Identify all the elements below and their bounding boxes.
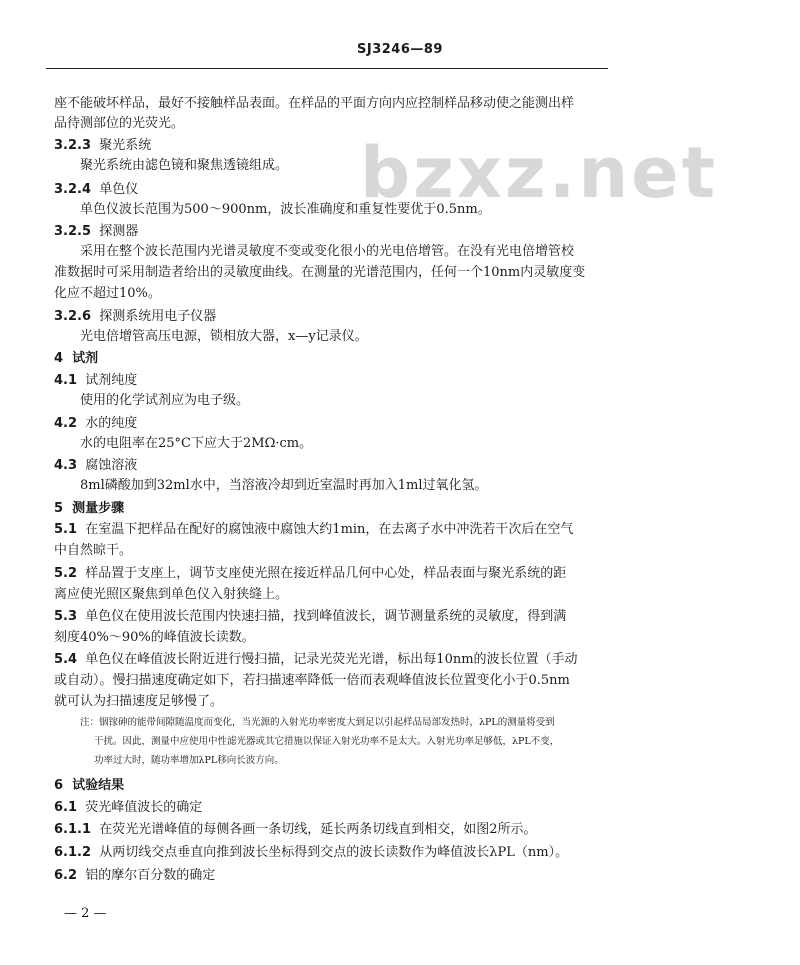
section-4-3 <box>54 458 137 474</box>
text-line: 或自动）。慢扫描速度确定如下，若扫描速率降低一倍而表观峰值波长位置变化小于0.5nm <box>54 673 570 688</box>
text-line: 准数据时可采用制造者给出的灵敏度曲线。在测量的光谱范围内，任何一个10nm内灵敏度变 <box>54 265 586 280</box>
note-line: 功率过大时，随功率增加λPL移向长波方向。 <box>94 755 284 766</box>
section-title: 聚光系统 <box>99 138 152 153</box>
section-3-2-3 <box>54 138 151 154</box>
section-title: 试剂 <box>72 351 99 366</box>
section-number: 6 <box>54 778 64 793</box>
section-6 <box>54 778 124 794</box>
section-6-2 <box>54 868 215 884</box>
paragraph-6-1-2 <box>54 845 568 861</box>
text-line: 化应不超过10%。 <box>54 286 161 301</box>
page-number: — 2 — <box>64 906 107 921</box>
section-title: 试验结果 <box>72 778 125 793</box>
section-number: 3.2.5 <box>54 224 92 239</box>
text-line: 单色仪在峰值波长附近进行慢扫描，记录光荧光光谱，标出每10nm的波长位置（手动 <box>85 652 578 667</box>
section-number: 4.2 <box>54 416 78 431</box>
section-number: 4.3 <box>54 458 78 473</box>
section-number: 5.1 <box>54 522 78 537</box>
section-number: 4 <box>54 351 64 366</box>
text-line: 在室温下把样品在配好的腐蚀液中腐蚀大约1min，在去离子水中冲洗若干次后在空气 <box>85 522 574 537</box>
section-3-2-4 <box>54 182 138 198</box>
section-6-1 <box>54 800 202 816</box>
text-line: 光电倍增管高压电源，锁相放大器，x—y记录仪。 <box>80 329 368 344</box>
text-line: 中自然晾干。 <box>54 543 133 558</box>
section-title: 水的纯度 <box>85 416 138 431</box>
note-line: 干扰。因此，测量中应使用中性滤光器或其它措施以保证入射光功率不是太大。入射光功率足够低，λPL不变， <box>94 736 560 747</box>
text-line: 采用在整个波长范围内光谱灵敏度不变或变化很小的光电倍增管。在没有光电倍增管校 <box>80 244 575 259</box>
section-number: 6.1 <box>54 800 78 815</box>
paragraph-5-2 <box>54 566 566 582</box>
section-3-2-5 <box>54 224 138 240</box>
section-title: 铝的摩尔百分数的确定 <box>85 868 216 883</box>
text-line: 从两切线交点垂直向推到波长坐标得到交点的波长读数作为峰值波长λPL（nm）。 <box>99 845 569 860</box>
section-title: 单色仪 <box>99 182 139 197</box>
text-line: 就可认为扫描速度足够慢了。 <box>54 694 224 709</box>
paragraph-5-4 <box>54 652 578 668</box>
text-line: 水的电阻率在25°C下应大于2MΩ·cm。 <box>80 436 313 451</box>
text-line: 刻度40%～90%的峰值波长读数。 <box>54 630 255 645</box>
text-line: 离应使光照区聚焦到单色仪入射狭缝上。 <box>54 587 289 602</box>
section-number: 6.1.2 <box>54 845 92 860</box>
section-number: 3.2.6 <box>54 309 92 324</box>
section-title: 测量步骤 <box>72 501 125 516</box>
text-line: 聚光系统由滤色镜和聚焦透镜组成。 <box>80 158 289 173</box>
section-number: 3.2.4 <box>54 182 92 197</box>
paragraph-5-3 <box>54 609 566 625</box>
standard-code-header: SJ3246—89 <box>357 42 443 57</box>
text-line: 单色仪波长范围为500～900nm，波长准确度和重复性要优于0.5nm。 <box>80 202 491 217</box>
text-line: 品待测部位的光荧光。 <box>54 116 185 131</box>
section-number: 5.3 <box>54 609 78 624</box>
section-number: 4.1 <box>54 373 78 388</box>
paragraph-6-1-1 <box>54 822 537 838</box>
section-number: 5.2 <box>54 566 78 581</box>
section-title: 探测系统用电子仪器 <box>99 309 217 324</box>
text-line: 单色仪在使用波长范围内快速扫描，找到峰值波长，调节测量系统的灵敏度，得到满 <box>85 609 567 624</box>
header-rule <box>46 68 608 69</box>
text-line: 8ml磷酸加到32ml水中，当溶液冷却到近室温时再加入1ml过氧化氢。 <box>80 478 488 493</box>
section-4 <box>54 351 98 367</box>
section-4-2 <box>54 416 137 432</box>
section-5 <box>54 501 124 517</box>
section-number: 6.1.1 <box>54 822 92 837</box>
section-number: 6.2 <box>54 868 78 883</box>
paragraph-5-1 <box>54 522 573 538</box>
text-line: 座不能破坏样品，最好不接触样品表面。在样品的平面方向内应控制样品移动使之能测出样 <box>54 96 575 111</box>
section-title: 腐蚀溶液 <box>85 458 138 473</box>
section-title: 荧光峰值波长的确定 <box>85 800 203 815</box>
text-line: 样品置于支座上，调节支座使光照在接近样品几何中心处，样品表面与聚光系统的距 <box>85 566 567 581</box>
watermark-logo: bzxz.net <box>360 132 719 214</box>
text-line: 在荧光光谱峰值的每侧各画一条切线，延长两条切线直到相交，如图2所示。 <box>99 822 537 837</box>
section-number: 5.4 <box>54 652 78 667</box>
text-line: 使用的化学试剂应为电子级。 <box>80 393 250 408</box>
note-line: 注：铟镓砷的能带间隙随温度而变化，当光源的入射光功率密度大到足以引起样品局部发热时，λPL的测量将受到 <box>80 717 555 728</box>
section-title: 探测器 <box>99 224 139 239</box>
section-number: 5 <box>54 501 64 516</box>
section-4-1 <box>54 373 137 389</box>
section-number: 3.2.3 <box>54 138 92 153</box>
section-3-2-6 <box>54 309 216 325</box>
section-title: 试剂纯度 <box>85 373 138 388</box>
